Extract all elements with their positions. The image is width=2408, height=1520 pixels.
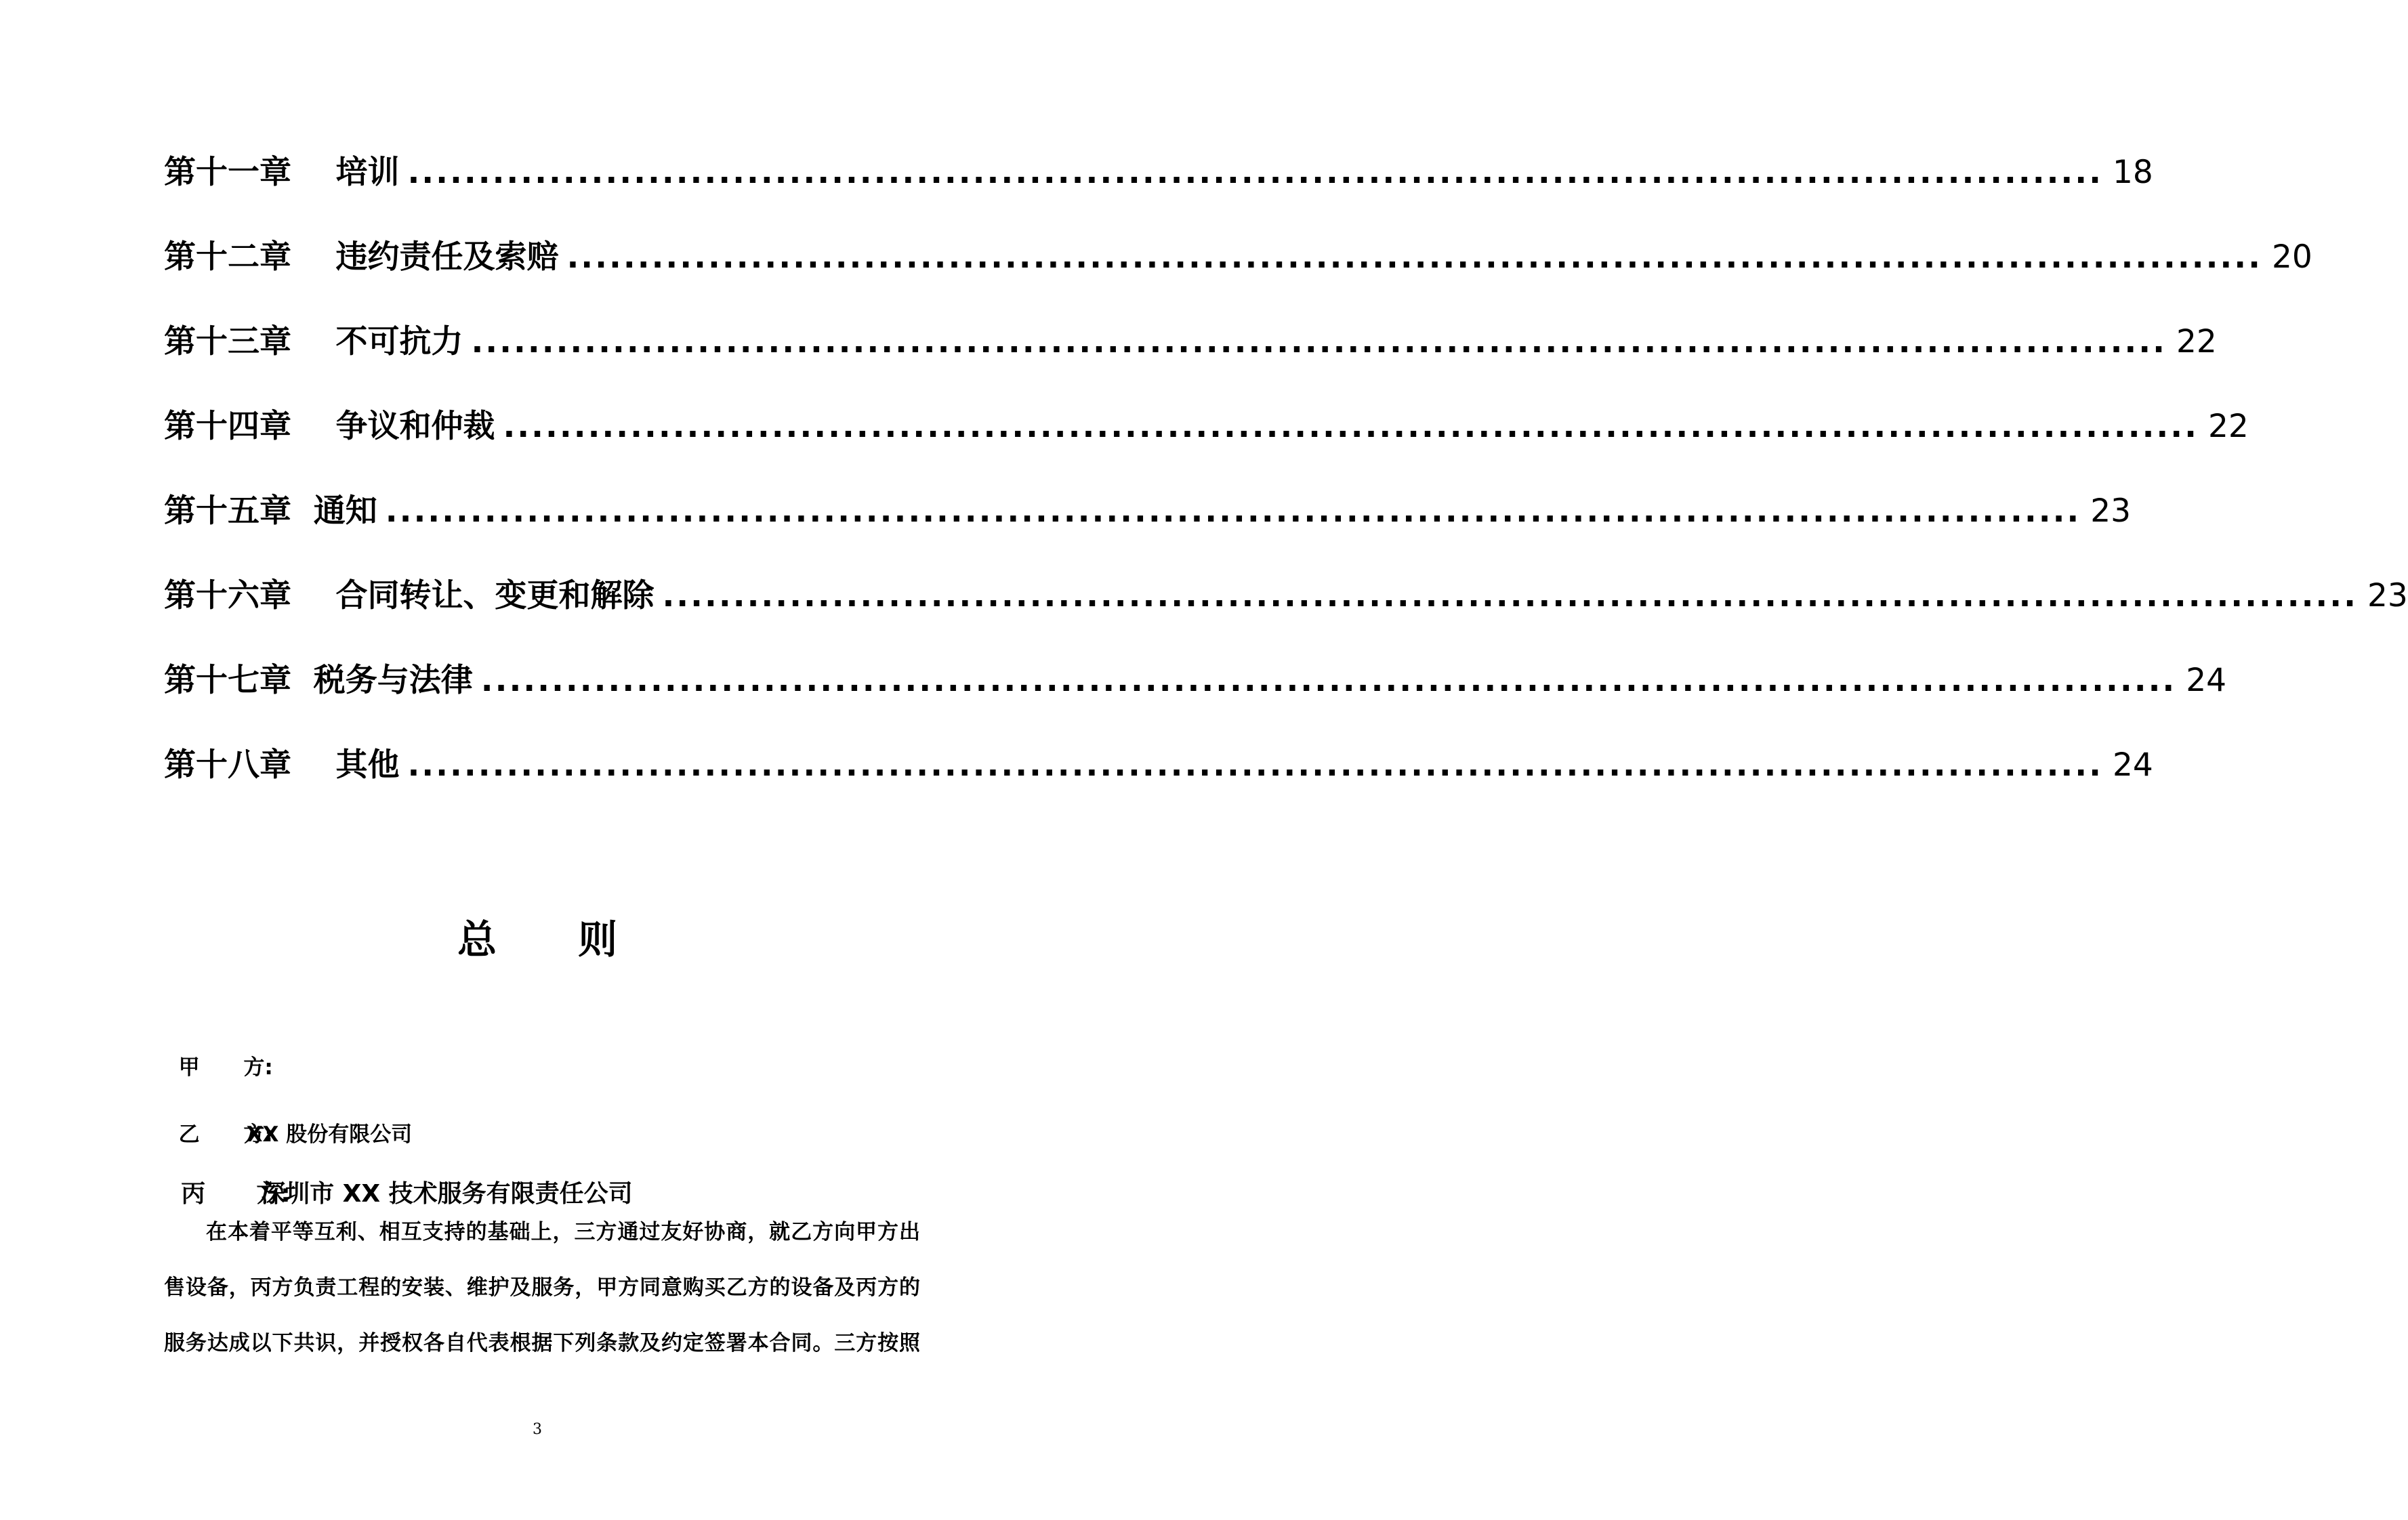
toc-leader-dots: ........................................................................................................................ [566,238,2262,276]
toc-chapter-number: 第十七章 [164,662,291,699]
toc-leader-dots: ........................................................................................................................ [471,323,2167,360]
toc-page-number: 22 [2176,323,2217,360]
paragraph-line: 服务达成以下共识，并授权各自代表根据下列条款及约定签署本合同。三方按照 [164,1331,920,1355]
toc-page-number: 23 [2090,492,2132,530]
preamble-paragraph [164,1204,920,1371]
toc-leader-dots: ........................................................................................................................ [407,746,2103,784]
party-b-value: XX 股份有限公司 [246,1122,413,1147]
toc-leader-dots: ........................................................................................................................ [407,154,2103,191]
toc-chapter-number: 第十二章 [164,238,291,276]
paragraph-line: 售设备，丙方负责工程的安装、维护及服务，甲方同意购买乙方的设备及丙方的 [164,1275,920,1300]
toc-gap [291,150,335,195]
toc-gap [291,404,335,449]
toc-chapter-title: 不可抗力 [335,323,463,360]
toc-chapter-title: 违约责任及索赔 [335,238,559,276]
toc-gap [291,658,314,703]
toc-chapter-title: 培训 [335,154,400,191]
toc-chapter-number: 第十四章 [164,408,291,445]
toc-entry [164,404,2249,489]
toc-chapter-number: 第十八章 [164,746,291,784]
toc-chapter-number: 第十五章 [164,492,291,530]
toc-entry [164,658,2227,743]
toc-leader-dots: ........................................................................................................................ [662,577,2358,614]
party-b [164,1093,412,1147]
toc-gap [291,489,314,534]
page-number: 3 [533,1421,542,1438]
toc-chapter-title: 通知 [313,492,377,530]
party-c-value: 深圳市 XX 技术服务有限责任公司 [261,1180,633,1208]
toc-gap [291,743,335,788]
toc-entry [164,489,2132,574]
party-b-label: 乙 方: [178,1122,273,1147]
toc-entry [164,150,2153,235]
toc-entry [164,743,2153,828]
toc-page-number: 20 [2272,238,2312,276]
toc-leader-dots: ........................................................................................................................ [503,408,2199,445]
toc-chapter-number: 第十三章 [164,323,291,360]
party-a [164,1026,273,1080]
toc-gap [291,574,335,618]
toc-page-number: 22 [2208,408,2249,445]
toc-chapter-title: 其他 [335,746,400,784]
toc-entry [164,574,2408,658]
party-c [164,1147,633,1209]
toc-page-number: 18 [2113,154,2153,191]
toc-page-number: 24 [2113,746,2153,784]
toc-chapter-title: 争议和仲裁 [335,408,495,445]
toc-page-number: 24 [2186,662,2227,699]
party-a-label: 甲 方: [178,1055,273,1080]
toc-leader-dots: ........................................................................................................................ [385,492,2081,530]
table-of-contents [164,150,2408,828]
toc-chapter-number: 第十一章 [164,154,291,191]
toc-gap [291,235,335,280]
toc-leader-dots: ........................................................................................................................ [480,662,2177,699]
toc-chapter-title: 合同转让、变更和解除 [335,577,655,614]
party-c-label: 丙 方: [181,1180,291,1208]
toc-page-number: 23 [2367,577,2408,614]
toc-gap [291,320,335,364]
toc-entry [164,320,2217,404]
toc-chapter-title: 税务与法律 [313,662,473,699]
toc-entry [164,235,2312,320]
toc-chapter-number: 第十六章 [164,577,291,614]
section-title: 总则 [457,916,699,963]
paragraph-line: 在本着平等互利、相互支持的基础上，三方通过友好协商，就乙方向甲方出 [206,1220,920,1244]
